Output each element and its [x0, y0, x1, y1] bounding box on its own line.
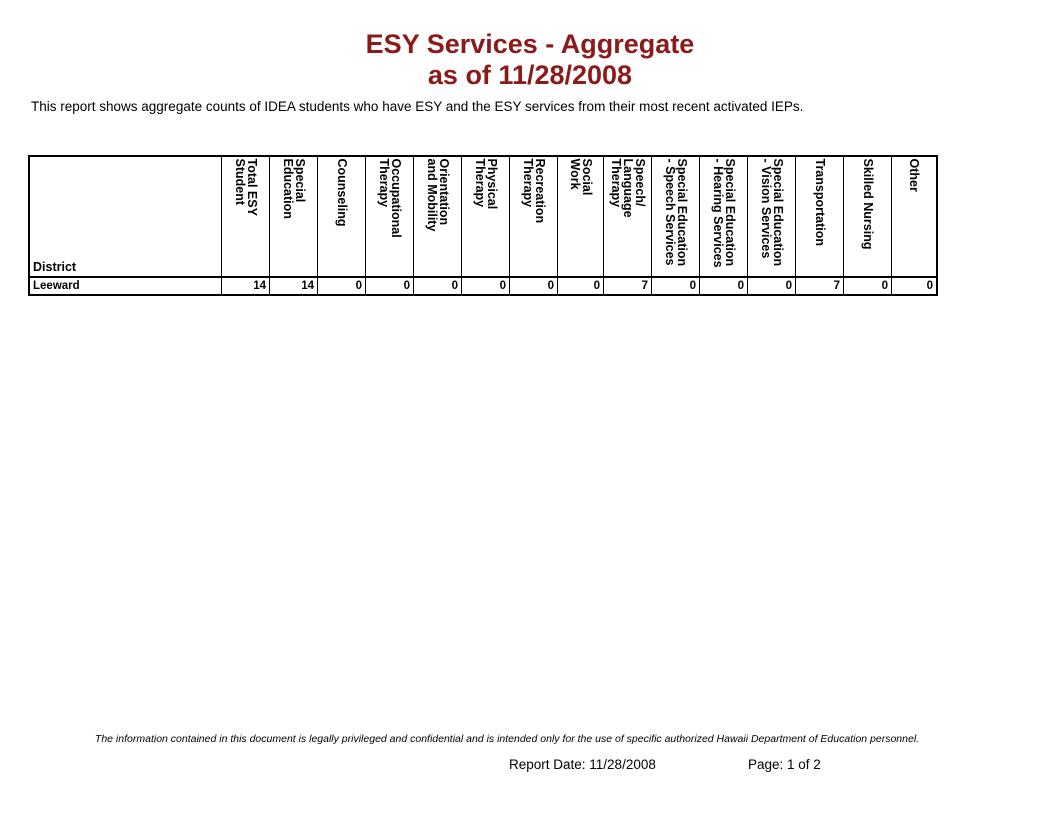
- cell-value: 7: [833, 280, 840, 292]
- cell-value: 0: [499, 280, 506, 292]
- district-cell: [30, 278, 221, 296]
- cell-value: 14: [301, 280, 314, 292]
- column-header: Total ESY Student: [232, 158, 259, 216]
- column-header-cell: [747, 157, 795, 276]
- district-header-cell: [30, 157, 221, 276]
- value-cell: [699, 278, 747, 296]
- cell-value: 0: [593, 280, 600, 292]
- page-number: Page: 1 of 2: [748, 757, 821, 772]
- value-cell: [557, 278, 603, 296]
- column-header: Special Education - Vision Services: [758, 158, 785, 266]
- cell-value: 0: [355, 280, 362, 292]
- column-header: Speech/ Language Therapy: [608, 158, 647, 218]
- column-header: Special Education: [280, 158, 307, 219]
- column-header: Occupational Therapy: [376, 158, 403, 238]
- cell-value: 14: [253, 280, 266, 292]
- column-header: Social Work: [567, 158, 594, 195]
- column-header-cell: [699, 157, 747, 276]
- table-header-row: [30, 157, 936, 278]
- column-header-cell: [795, 157, 843, 276]
- cell-value: 0: [451, 280, 458, 292]
- district-header: District: [33, 260, 77, 274]
- value-cell: [509, 278, 557, 296]
- value-cell: [221, 278, 269, 296]
- column-header: Special Education - Hearing Services: [710, 158, 737, 268]
- value-cell: [651, 278, 699, 296]
- report-title: ESY Services - Aggregate: [365, 29, 695, 59]
- esy-services-table: [28, 155, 938, 296]
- column-header: Transportation: [812, 158, 827, 246]
- column-header-cell: [557, 157, 603, 276]
- column-header-cell: [843, 157, 891, 276]
- report-description: This report shows aggregate counts of IDEA students who have ESY and the ESY services from their most recent activated IEPs.: [31, 99, 804, 114]
- column-header-cell: [221, 157, 269, 276]
- cell-value: 0: [785, 280, 792, 292]
- value-cell: [317, 278, 365, 296]
- value-cell: [891, 278, 936, 296]
- confidentiality-notice: The information contained in this document is legally privileged and confidential and is intended only for the use of specific authorized Hawaii Department of Education personnel.: [94, 733, 920, 745]
- column-header-cell: [509, 157, 557, 276]
- column-header: Skilled Nursing: [860, 158, 875, 249]
- column-header-cell: [269, 157, 317, 276]
- value-cell: [795, 278, 843, 296]
- cell-value: 0: [737, 280, 744, 292]
- column-header: Counseling: [334, 158, 349, 227]
- column-header: Physical Therapy: [472, 158, 499, 209]
- value-cell: [603, 278, 651, 296]
- value-cell: [365, 278, 413, 296]
- column-header-cell: [413, 157, 461, 276]
- column-header: Other: [907, 158, 921, 192]
- district-name: Leeward: [33, 280, 80, 292]
- value-cell: [843, 278, 891, 296]
- cell-value: 0: [881, 280, 888, 292]
- column-header-cell: [461, 157, 509, 276]
- column-header-cell: [891, 157, 936, 276]
- column-header-cell: [317, 157, 365, 276]
- table-row: [30, 278, 936, 296]
- value-cell: [461, 278, 509, 296]
- cell-value: 0: [926, 280, 933, 292]
- cell-value: 0: [547, 280, 554, 292]
- cell-value: 0: [403, 280, 410, 292]
- cell-value: 7: [641, 280, 648, 292]
- column-header-cell: [603, 157, 651, 276]
- report-date-label: Report Date: 11/28/2008: [509, 757, 656, 772]
- cell-value: 0: [689, 280, 696, 292]
- column-header-cell: [365, 157, 413, 276]
- column-header: Special Education - Speech Services: [662, 158, 689, 266]
- value-cell: [269, 278, 317, 296]
- column-header: Recreation Therapy: [520, 158, 547, 223]
- value-cell: [747, 278, 795, 296]
- value-cell: [413, 278, 461, 296]
- column-header-cell: [651, 157, 699, 276]
- report-date-title: as of 11/28/2008: [427, 60, 633, 90]
- column-header: Orientation and Mobility: [424, 158, 451, 231]
